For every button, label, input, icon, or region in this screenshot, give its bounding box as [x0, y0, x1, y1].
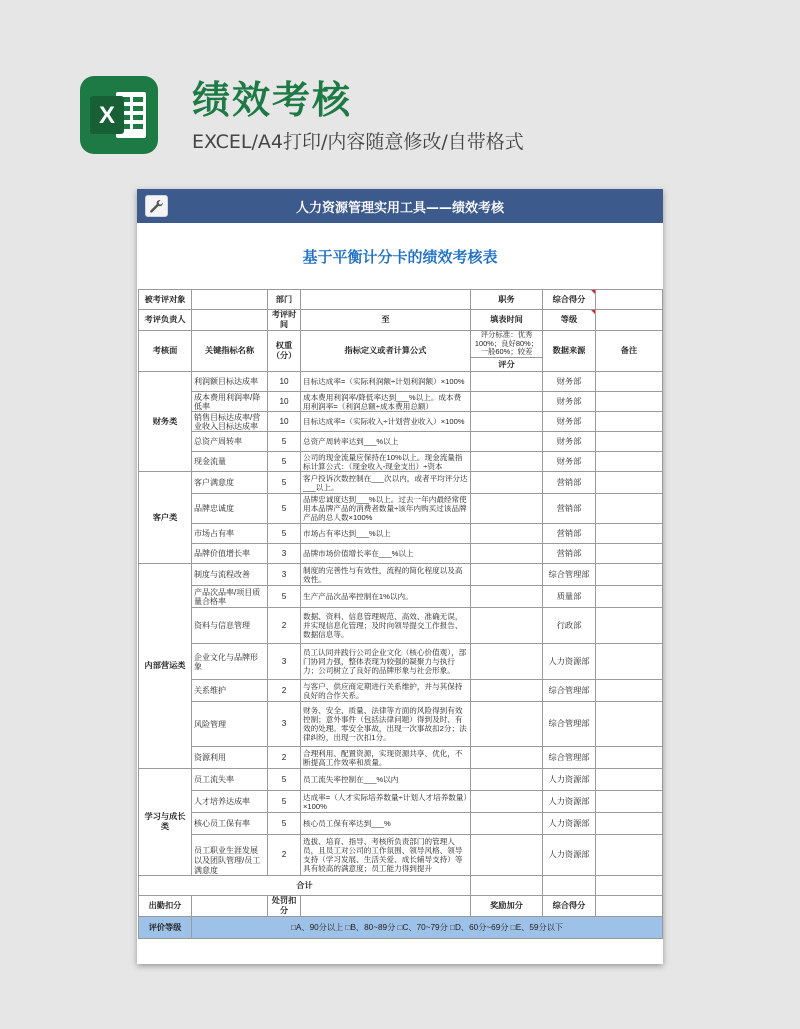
kpi-table [138, 289, 663, 939]
score-cell[interactable] [471, 412, 543, 432]
kpi-name-cell: 员工流失率 [192, 769, 268, 791]
total-score-cell[interactable] [471, 876, 543, 896]
source-cell: 人力资源部 [543, 644, 596, 680]
total-score-field[interactable] [596, 290, 663, 310]
grade-field[interactable] [596, 310, 663, 331]
fill-time-label: 填表时间 [471, 310, 543, 331]
weight-cell: 5 [268, 769, 301, 791]
score-cell[interactable] [471, 813, 543, 835]
kpi-name-cell: 品牌价值增长率 [192, 544, 268, 564]
banner-title: 人力资源管理实用工具——绩效考核 [295, 200, 504, 216]
final-score-label: 综合得分 [543, 896, 596, 917]
note-cell[interactable] [596, 452, 663, 472]
note-cell[interactable] [596, 494, 663, 524]
score-cell[interactable] [471, 524, 543, 544]
kpi-row [139, 835, 663, 876]
review-time-field[interactable]: 至 [301, 310, 471, 331]
evaluatee-label: 被考评对象 [139, 290, 192, 310]
total-row [139, 876, 663, 896]
weight-cell: 5 [268, 791, 301, 813]
note-cell[interactable] [596, 680, 663, 702]
kpi-row [139, 813, 663, 835]
note-cell[interactable] [596, 769, 663, 791]
col-score: 评分 [471, 358, 543, 372]
weight-cell: 2 [268, 680, 301, 702]
kpi-row [139, 452, 663, 472]
source-cell: 质量部 [543, 586, 596, 608]
definition-cell: 制度的完善性与有效性，流程的简化程度以及高效性。 [301, 564, 471, 586]
weight-cell: 3 [268, 702, 301, 747]
definition-cell: 达成率=（人才实际培养数量÷计划人才培养数量）×100% [301, 791, 471, 813]
source-cell: 人力资源部 [543, 835, 596, 876]
definition-cell: 目标达成率=（实际利润额÷计划利润额）×100% [301, 372, 471, 392]
score-cell[interactable] [471, 835, 543, 876]
weight-cell: 2 [268, 835, 301, 876]
info-row-2 [139, 310, 663, 331]
grade-label: 等级 [543, 310, 596, 331]
source-cell: 综合管理部 [543, 564, 596, 586]
score-cell[interactable] [471, 608, 543, 644]
penalty-deduction-field[interactable] [301, 896, 471, 917]
kpi-row [139, 644, 663, 680]
note-cell[interactable] [596, 644, 663, 680]
definition-cell: 市场占有率达到___%以上 [301, 524, 471, 544]
note-cell[interactable] [596, 472, 663, 494]
penalty-deduction-label: 处罚扣分 [268, 896, 301, 917]
source-cell: 营销部 [543, 472, 596, 494]
definition-cell: 目标达成率=（实际收入÷计划营业收入）×100% [301, 412, 471, 432]
aspect-cell: 客户类 [139, 472, 192, 564]
note-cell[interactable] [596, 372, 663, 392]
kpi-row [139, 412, 663, 432]
col-kpi-name: 关键指标名称 [192, 330, 268, 372]
kpi-name-cell: 制度与流程改善 [192, 564, 268, 586]
aspect-cell: 财务类 [139, 372, 192, 472]
definition-cell: 公司的现金流量应保持在10%以上。现金流量指标计算公式：（现金收入-现金支出）÷资本 [301, 452, 471, 472]
definition-cell: 数据、资料、信息管理规范、高效、准确无误，并实现信息化管理；及时向领导提交工作报告、数据信息等。 [301, 608, 471, 644]
definition-cell: 核心员工保有率达到___% [301, 813, 471, 835]
col-source: 数据来源 [543, 330, 596, 372]
attendance-deduction-field[interactable] [192, 896, 268, 917]
source-cell: 综合管理部 [543, 747, 596, 769]
kpi-row [139, 608, 663, 644]
spreadsheet-preview [137, 189, 663, 964]
weight-cell: 3 [268, 644, 301, 680]
definition-cell: 员工认同并践行公司企业文化（核心价值观），部门协同力强，整体表现为较强的凝聚力与执行力；公司树立了良好的品牌形象与社会形象。 [301, 644, 471, 680]
weight-cell: 3 [268, 564, 301, 586]
department-field[interactable] [301, 290, 471, 310]
note-cell[interactable] [596, 432, 663, 452]
kpi-name-cell: 员工职业生涯发展以及团队管理/员工满意度 [192, 835, 268, 876]
sheet-banner [137, 189, 663, 223]
kpi-name-cell: 销售目标达成率/营业收入目标达成率 [192, 412, 268, 432]
kpi-row [139, 544, 663, 564]
kpi-row [139, 472, 663, 494]
weight-cell: 10 [268, 392, 301, 412]
kpi-name-cell: 资源利用 [192, 747, 268, 769]
definition-cell: 成本费用利润率/降低率达到___%以上。成本费用利润率=（利润总额÷成本费用总额） [301, 392, 471, 412]
col-weight: 权重（分） [268, 330, 301, 372]
source-cell: 行政部 [543, 608, 596, 644]
kpi-name-cell: 现金流量 [192, 452, 268, 472]
weight-cell: 2 [268, 747, 301, 769]
reviewer-label: 考评负责人 [139, 310, 192, 331]
note-cell[interactable] [596, 392, 663, 412]
source-cell: 营销部 [543, 524, 596, 544]
score-cell[interactable] [471, 564, 543, 586]
kpi-name-cell: 成本费用利润率/降低率 [192, 392, 268, 412]
kpi-name-cell: 资料与信息管理 [192, 608, 268, 644]
note-cell[interactable] [596, 702, 663, 747]
score-cell[interactable] [471, 432, 543, 452]
kpi-row [139, 791, 663, 813]
kpi-row [139, 702, 663, 747]
col-note: 备注 [596, 330, 663, 372]
grade-row [139, 917, 663, 939]
page-subtitle: EXCEL/A4打印/内容随意修改/自带格式 [192, 131, 524, 153]
kpi-row [139, 769, 663, 791]
note-cell[interactable] [596, 524, 663, 544]
score-cell[interactable] [471, 747, 543, 769]
weight-cell: 2 [268, 608, 301, 644]
deduction-row [139, 896, 663, 917]
kpi-row [139, 432, 663, 452]
reviewer-field[interactable] [192, 310, 268, 331]
kpi-name-cell: 人才培养达成率 [192, 791, 268, 813]
note-cell[interactable] [596, 747, 663, 769]
source-cell: 营销部 [543, 494, 596, 524]
source-cell: 综合管理部 [543, 680, 596, 702]
weight-cell: 5 [268, 472, 301, 494]
kpi-row [139, 494, 663, 524]
source-cell: 人力资源部 [543, 769, 596, 791]
definition-cell: 总资产周转率达到___%以上 [301, 432, 471, 452]
score-cell[interactable] [471, 644, 543, 680]
attendance-bonus-label: 奖励加分 [471, 896, 543, 917]
score-cell[interactable] [471, 372, 543, 392]
definition-cell: 员工流失率控制在___%以内 [301, 769, 471, 791]
department-label: 部门 [268, 290, 301, 310]
page-title: 绩效考核 [192, 78, 353, 122]
score-cell[interactable] [471, 769, 543, 791]
weight-cell: 5 [268, 813, 301, 835]
kpi-name-cell: 核心员工保有率 [192, 813, 268, 835]
weight-cell: 5 [268, 452, 301, 472]
note-cell[interactable] [596, 813, 663, 835]
kpi-row [139, 680, 663, 702]
score-cell[interactable] [471, 452, 543, 472]
weight-cell: 5 [268, 524, 301, 544]
weight-cell: 5 [268, 432, 301, 452]
score-cell[interactable] [471, 791, 543, 813]
score-cell[interactable] [471, 680, 543, 702]
note-cell[interactable] [596, 586, 663, 608]
source-cell: 营销部 [543, 544, 596, 564]
definition-cell: 品牌市场价值增长率在___%以上 [301, 544, 471, 564]
kpi-row [139, 586, 663, 608]
excel-logo-letter: X [98, 102, 116, 129]
kpi-row [139, 372, 663, 392]
aspect-cell: 学习与成长类 [139, 769, 192, 876]
review-time-label: 考评时间 [268, 310, 301, 331]
note-cell[interactable] [596, 791, 663, 813]
aspect-cell: 内部营运类 [139, 564, 192, 769]
definition-cell: 生产产品次品率控制在1%以内。 [301, 586, 471, 608]
source-cell: 人力资源部 [543, 791, 596, 813]
note-cell[interactable] [596, 564, 663, 586]
kpi-row [139, 747, 663, 769]
info-row-1 [139, 290, 663, 310]
note-cell[interactable] [596, 412, 663, 432]
attendance-deduction-label: 出勤扣分 [139, 896, 192, 917]
kpi-name-cell: 关系维护 [192, 680, 268, 702]
score-cell[interactable] [471, 586, 543, 608]
evaluatee-field[interactable] [192, 290, 268, 310]
kpi-row [139, 564, 663, 586]
source-cell: 人力资源部 [543, 813, 596, 835]
total-label: 合计 [139, 876, 471, 896]
form-title: 基于平衡计分卡的绩效考核表 [302, 247, 498, 266]
source-cell: 财务部 [543, 432, 596, 452]
score-cell[interactable] [471, 494, 543, 524]
grade-row-label: 评价等级 [139, 917, 192, 939]
source-cell: 财务部 [543, 392, 596, 412]
definition-cell: 选拔、培育、指导、考核所负责部门的管理人员，且员工对公司的工作氛围、领导风格、领导支持（学习发展、生活关爱、成长辅导支持）等具有较高的满意度；员工能力得到提升 [301, 835, 471, 876]
source-cell: 财务部 [543, 372, 596, 392]
col-standard: 评分标准：优秀100%；良好80%；一般60%；较差 [471, 330, 543, 358]
grade-options[interactable]: □A、90分以上 □B、80~89分 □C、70~79分 □D、60分~69分 □E、59分以下 [192, 917, 663, 939]
total-score-label: 综合得分 [543, 290, 596, 310]
kpi-name-cell: 市场占有率 [192, 524, 268, 544]
weight-cell: 5 [268, 494, 301, 524]
kpi-name-cell: 利润额目标达成率 [192, 372, 268, 392]
source-cell: 综合管理部 [543, 702, 596, 747]
definition-cell: 与客户、供应商定期进行关系维护，并与其保持良好的合作关系。 [301, 680, 471, 702]
excel-logo-icon [80, 76, 158, 154]
kpi-name-cell: 风险管理 [192, 702, 268, 747]
col-aspect: 考核面 [139, 330, 192, 372]
note-cell[interactable] [596, 544, 663, 564]
position-label: 职务 [471, 290, 543, 310]
wrench-icon[interactable] [145, 195, 168, 217]
kpi-name-cell: 产品次品率/项目质量合格率 [192, 586, 268, 608]
definition-cell: 客户投诉次数控制在___次以内，或者平均评分达___以上。 [301, 472, 471, 494]
source-cell: 财务部 [543, 412, 596, 432]
weight-cell: 10 [268, 372, 301, 392]
definition-cell: 合理利用、配置资源，实现资源共享、优化，不断提高工作效率和质量。 [301, 747, 471, 769]
final-score-field[interactable] [596, 896, 663, 917]
note-cell[interactable] [596, 608, 663, 644]
score-cell[interactable] [471, 544, 543, 564]
kpi-row [139, 524, 663, 544]
score-cell[interactable] [471, 392, 543, 412]
weight-cell: 5 [268, 586, 301, 608]
weight-cell: 10 [268, 412, 301, 432]
col-definition: 指标定义或者计算公式 [301, 330, 471, 372]
score-cell[interactable] [471, 472, 543, 494]
score-cell[interactable] [471, 702, 543, 747]
kpi-name-cell: 企业文化与品牌形象 [192, 644, 268, 680]
kpi-name-cell: 品牌忠诚度 [192, 494, 268, 524]
definition-cell: 财务、安全、质量、法律等方面的风险得到有效控制；意外事件（包括法律问题）得到及时、有效的处理。零安全事故，出现一次事故扣2分；法律纠纷，出现一次扣1分。 [301, 702, 471, 747]
kpi-row [139, 392, 663, 412]
weight-cell: 3 [268, 544, 301, 564]
column-header-row-1 [139, 330, 663, 358]
source-cell: 财务部 [543, 452, 596, 472]
note-cell[interactable] [596, 835, 663, 876]
kpi-name-cell: 总资产周转率 [192, 432, 268, 452]
definition-cell: 品牌忠诚度达到___%以上。过去一年内最经常使用本品牌产品的消费者数量÷该年内购买过该品牌产品的总人数×100% [301, 494, 471, 524]
kpi-name-cell: 客户满意度 [192, 472, 268, 494]
